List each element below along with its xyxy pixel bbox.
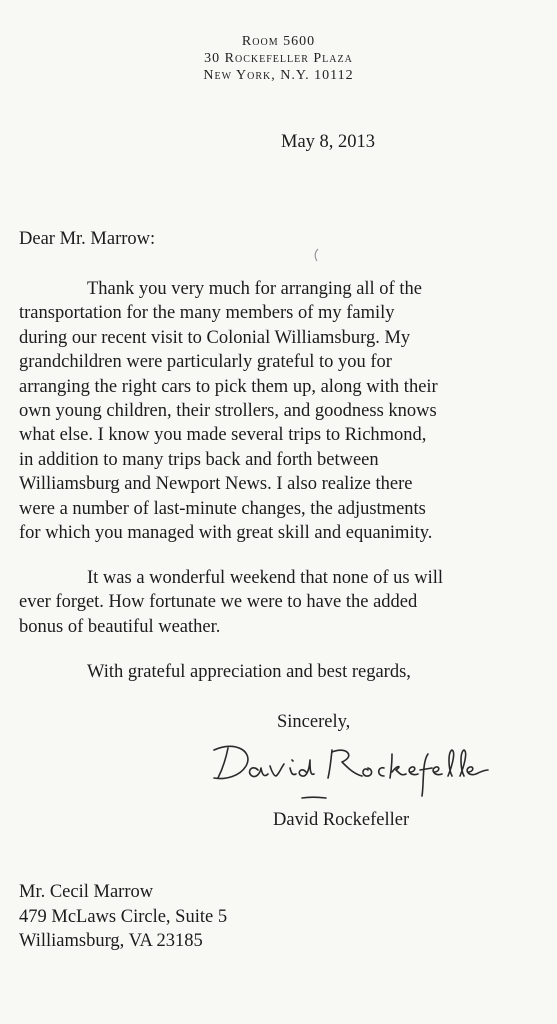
letterhead [0,33,557,84]
stray-pen-mark [312,248,320,267]
paragraph-1-line: what else. I know you made several trips to Richmond, [19,425,427,446]
paragraph-2 [19,566,539,639]
paragraph-1-line: were a number of last-minute changes, the adjustments [19,498,426,519]
paragraph-1 [19,277,539,545]
paragraph-1-line: Williamsburg and Newport News. I also realize there [19,474,413,495]
letterhead-room: Room 5600 [241,34,316,49]
paragraph-2-line: ever forget. How fortunate we were to have the added [19,592,418,613]
paragraph-1-line: for which you managed with great skill and equanimity. [19,523,433,544]
paragraph-1-line: grandchildren were particularly grateful to you for [19,352,392,373]
letterhead-city: New York, N.Y. 10112 [203,68,354,83]
closing-line: With grateful appreciation and best regards, [87,662,411,682]
signer-name: David Rockefeller [273,810,410,830]
paragraph-1-line: Thank you very much for arranging all of the [87,279,422,299]
recipient-city: Williamsburg, VA 23185 [19,931,203,951]
paragraph-1-line: during our recent visit to Colonial Williamsburg. My [19,327,411,348]
recipient-street: 479 McLaws Circle, Suite 5 [19,906,228,927]
paragraph-1-line: own young children, their strollers, and goodness knows [19,401,437,422]
paragraph-1-line: arranging the right cars to pick them up, along with their [19,376,438,397]
sign-off: Sincerely, [277,712,351,732]
letterhead-street: 30 Rockefeller Plaza [204,51,353,66]
paragraph-2-line: It was a wonderful weekend that none of us will [87,568,444,588]
paragraph-1-line: in addition to many trips back and forth between [19,449,379,470]
recipient-name: Mr. Cecil Marrow [19,882,154,902]
letter-date: May 8, 2013 [281,132,376,152]
paragraph-2-line: bonus of beautiful weather. [19,616,221,637]
recipient-address [19,880,227,954]
salutation: Dear Mr. Marrow: [19,229,156,249]
paragraph-1-line: transportation for the many members of my family [19,303,395,324]
handwritten-signature [206,734,496,802]
